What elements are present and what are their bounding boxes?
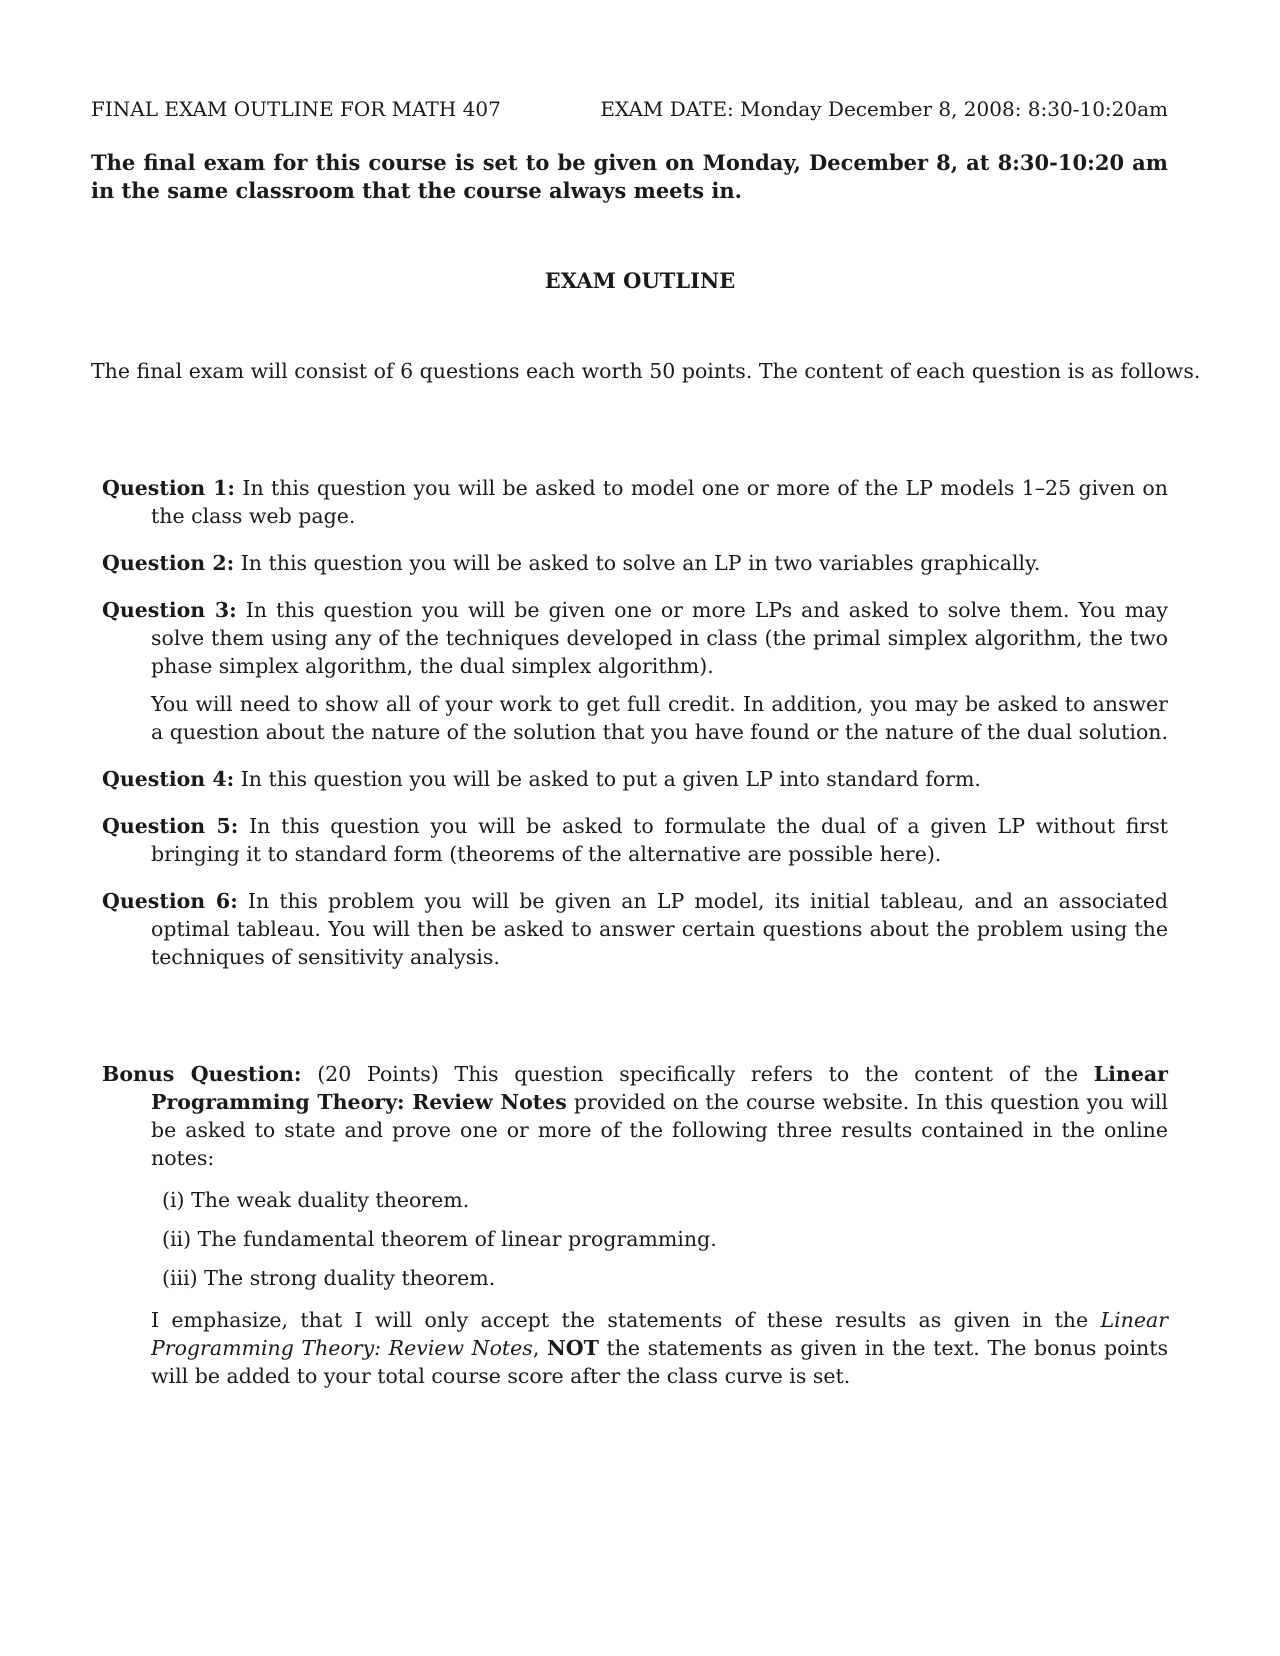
- question-continuation: You will need to show all of your work to get full credit. In addition, you may be asked to answer a question about the nature of the solution that you have found or the nature of the dual solution.: [151, 692, 1169, 744]
- section-title: EXAM OUTLINE: [544, 268, 736, 293]
- question-label: Question 2:: [102, 551, 235, 575]
- question-label: Question 6:: [102, 889, 238, 913]
- question-text: In this problem you will be given an LP model, its initial tableau, and an associated optimal tableau. You will then be asked to answer certain questions about the problem using the techniques of sensitivity analysis.: [151, 889, 1168, 969]
- question-item: [102, 596, 1168, 746]
- emphasis-separator: ,: [532, 1336, 540, 1360]
- emphasis-paragraph: [151, 1306, 1168, 1390]
- question-text: In this question you will be given one or more LPs and asked to solve them. You may solve them using any of the techniques developed in class (the primal simplex algorithm, the two phase simplex algorithm, the dual simplex algorithm).: [151, 598, 1168, 678]
- question-item: [102, 549, 1168, 577]
- emphasis-notes-title: Linear Programming Theory: Review Notes: [151, 1308, 1168, 1360]
- question-label: Question 3:: [102, 598, 237, 622]
- questions-list: [102, 474, 1168, 990]
- intro-paragraph: The final exam for this course is set to be given on Monday, December 8, at 8:30-10:20 am in the same classroom that the course always meets in.: [91, 150, 1168, 203]
- list-item: (i) The weak duality theorem.: [162, 1188, 470, 1212]
- list-item: (iii) The strong duality theorem.: [162, 1266, 496, 1290]
- question-item: [102, 765, 1168, 793]
- header-exam-date: EXAM DATE: Monday December 8, 2008: 8:30-10:20am: [600, 97, 1168, 121]
- bonus-paragraph: [102, 1060, 1168, 1172]
- emphasis-text-before: I emphasize, that I will only accept the statements of these results as given in the: [151, 1308, 1089, 1332]
- question-label: Question 1:: [102, 476, 235, 500]
- question-text: In this question you will be asked to model one or more of the LP models 1–25 given on the class web page.: [151, 476, 1168, 528]
- emphasis-text-after: the statements as given in the text. The bonus points will be added to your total course score after the class curve is set.: [151, 1336, 1168, 1388]
- question-label: Question 4:: [102, 767, 235, 791]
- bonus-text-before: (20 Points) This question specifically refers to the content of the: [317, 1062, 1078, 1086]
- bonus-notes-title: Linear Programming Theory: Review Notes: [151, 1062, 1168, 1114]
- question-text: In this question you will be asked to put a given LP into standard form.: [240, 767, 981, 791]
- bonus-results-list: [162, 1186, 1168, 1292]
- question-item: [102, 474, 1168, 530]
- question-label: Question 5:: [102, 814, 239, 838]
- question-text: In this question you will be asked to formulate the dual of a given LP without first bringing it to standard form (theorems of the alternative are possible here).: [151, 814, 1168, 866]
- header-course-title: FINAL EXAM OUTLINE FOR MATH 407: [91, 97, 501, 121]
- question-item: [102, 812, 1168, 868]
- question-item: [102, 887, 1168, 971]
- bonus-question: [102, 1060, 1168, 1390]
- lead-paragraph: The final exam will consist of 6 questions each worth 50 points. The content of each question is as follows.: [91, 359, 1201, 383]
- emphasis-not: NOT: [546, 1336, 599, 1360]
- bonus-text-after: provided on the course website. In this question you will be asked to state and prove one or more of the following three results contained in the online notes:: [151, 1090, 1168, 1170]
- bonus-label: Bonus Question:: [102, 1062, 302, 1086]
- question-text: In this question you will be asked to solve an LP in two variables graphically.: [240, 551, 1041, 575]
- list-item: (ii) The fundamental theorem of linear programming.: [162, 1227, 717, 1251]
